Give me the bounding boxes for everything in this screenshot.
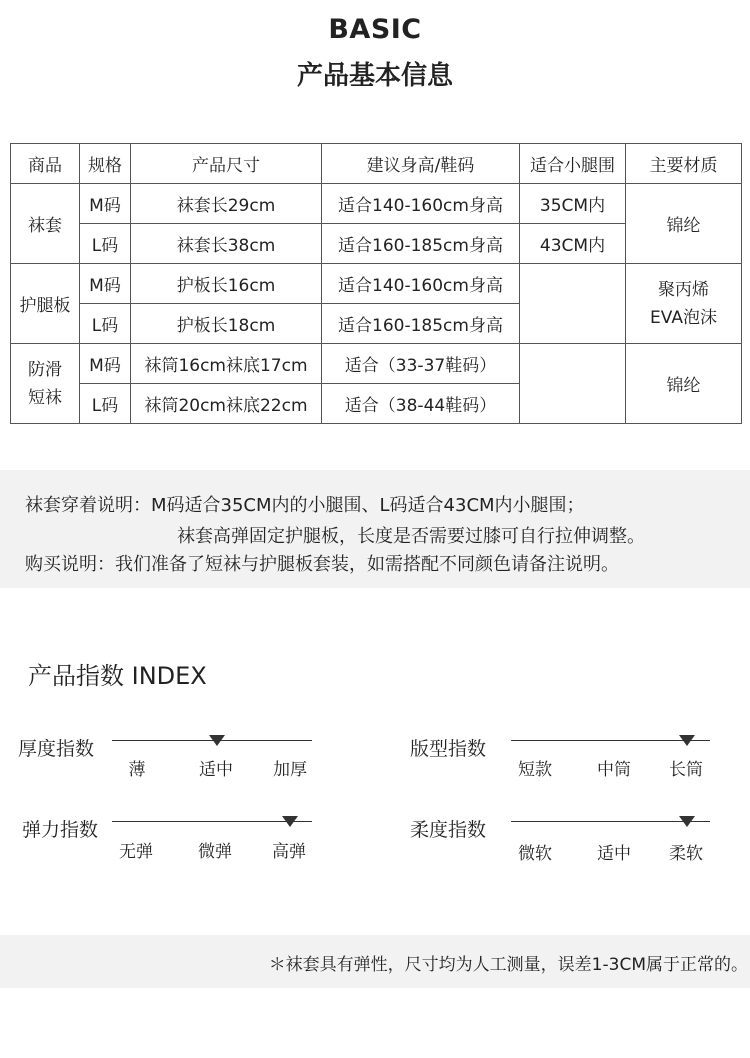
index-tick: 长筒 bbox=[669, 760, 703, 780]
footnote: ＊袜套具有弹性，尺寸均为人工测量，误差1-3CM属于正常的。 bbox=[268, 955, 748, 975]
size-cell: 袜套长38cm bbox=[131, 224, 322, 264]
header-cell: 产品尺寸 bbox=[131, 144, 322, 184]
header-cell: 规格 bbox=[80, 144, 131, 184]
title-basic: BASIC bbox=[328, 14, 422, 45]
material-cell bbox=[626, 264, 742, 344]
height-cell: 适合160-185cm身高 bbox=[322, 304, 520, 344]
index-label: 版型指数 bbox=[410, 738, 487, 760]
spec-cell: L码 bbox=[80, 224, 131, 264]
spec-cell: M码 bbox=[80, 184, 131, 224]
calf-cell: 43CM内 bbox=[520, 224, 626, 264]
index-marker-icon bbox=[209, 735, 225, 746]
size-cell: 护板长18cm bbox=[131, 304, 322, 344]
index-title: 产品指数 INDEX bbox=[28, 662, 207, 690]
table-row bbox=[11, 184, 742, 224]
size-cell: 护板长16cm bbox=[131, 264, 322, 304]
index-marker-icon bbox=[282, 816, 298, 827]
index-tick: 微软 bbox=[518, 844, 552, 864]
height-cell: 适合140-160cm身高 bbox=[322, 184, 520, 224]
index-tick: 无弹 bbox=[119, 842, 153, 862]
index-tick: 薄 bbox=[128, 760, 146, 780]
index-marker-icon bbox=[679, 735, 695, 746]
spec-cell: L码 bbox=[80, 304, 131, 344]
material-line: EVA泡沫 bbox=[650, 307, 717, 328]
size-cell: 袜套长29cm bbox=[131, 184, 322, 224]
spec-cell: M码 bbox=[80, 344, 131, 384]
header-cell: 建议身高/鞋码 bbox=[322, 144, 520, 184]
title-product-info: 产品基本信息 bbox=[296, 61, 453, 91]
table-row bbox=[11, 344, 742, 384]
index-tick: 适中 bbox=[597, 844, 631, 864]
height-cell: 适合（33-37鞋码） bbox=[322, 344, 520, 384]
product-spec-table bbox=[10, 143, 742, 424]
product-name: 护腿板 bbox=[11, 264, 80, 344]
product-name-line: 防滑 bbox=[28, 359, 62, 380]
material-line: 聚丙烯 bbox=[658, 279, 709, 300]
note-wearing: 袜套穿着说明：M码适合35CM内的小腿围、L码适合43CM内小腿围； bbox=[25, 495, 585, 516]
spec-cell: L码 bbox=[80, 384, 131, 424]
index-tick: 中筒 bbox=[597, 760, 631, 780]
material-cell: 锦纶 bbox=[626, 344, 742, 424]
index-tick: 高弹 bbox=[272, 842, 306, 862]
calf-cell-empty bbox=[520, 264, 626, 344]
index-tick: 柔软 bbox=[669, 844, 703, 864]
product-name: 袜套 bbox=[11, 184, 80, 264]
index-label: 弹力指数 bbox=[22, 819, 99, 841]
size-cell: 袜筒20cm袜底22cm bbox=[131, 384, 322, 424]
height-cell: 适合160-185cm身高 bbox=[322, 224, 520, 264]
index-tick: 加厚 bbox=[273, 760, 307, 780]
calf-cell-empty bbox=[520, 344, 626, 424]
index-tick: 微弹 bbox=[198, 842, 232, 862]
header-cell: 主要材质 bbox=[626, 144, 742, 184]
size-cell: 袜筒16cm袜底17cm bbox=[131, 344, 322, 384]
spec-cell: M码 bbox=[80, 264, 131, 304]
index-tick: 短款 bbox=[518, 760, 552, 780]
product-name-line: 短袜 bbox=[28, 387, 62, 408]
table-header-row bbox=[11, 144, 742, 184]
header-cell: 商品 bbox=[11, 144, 80, 184]
index-label: 厚度指数 bbox=[18, 738, 95, 760]
header-cell: 适合小腿围 bbox=[520, 144, 626, 184]
index-label: 柔度指数 bbox=[410, 819, 487, 841]
material-cell: 锦纶 bbox=[626, 184, 742, 264]
product-name bbox=[11, 344, 80, 424]
calf-cell: 35CM内 bbox=[520, 184, 626, 224]
index-marker-icon bbox=[679, 816, 695, 827]
height-cell: 适合（38-44鞋码） bbox=[322, 384, 520, 424]
note-purchase: 购买说明：我们准备了短袜与护腿板套装，如需搭配不同颜色请备注说明。 bbox=[25, 554, 619, 575]
index-tick: 适中 bbox=[199, 760, 233, 780]
table-row bbox=[11, 264, 742, 304]
note-wearing-cont: 袜套高弹固定护腿板，长度是否需要过膝可自行拉伸调整。 bbox=[177, 526, 645, 547]
height-cell: 适合140-160cm身高 bbox=[322, 264, 520, 304]
